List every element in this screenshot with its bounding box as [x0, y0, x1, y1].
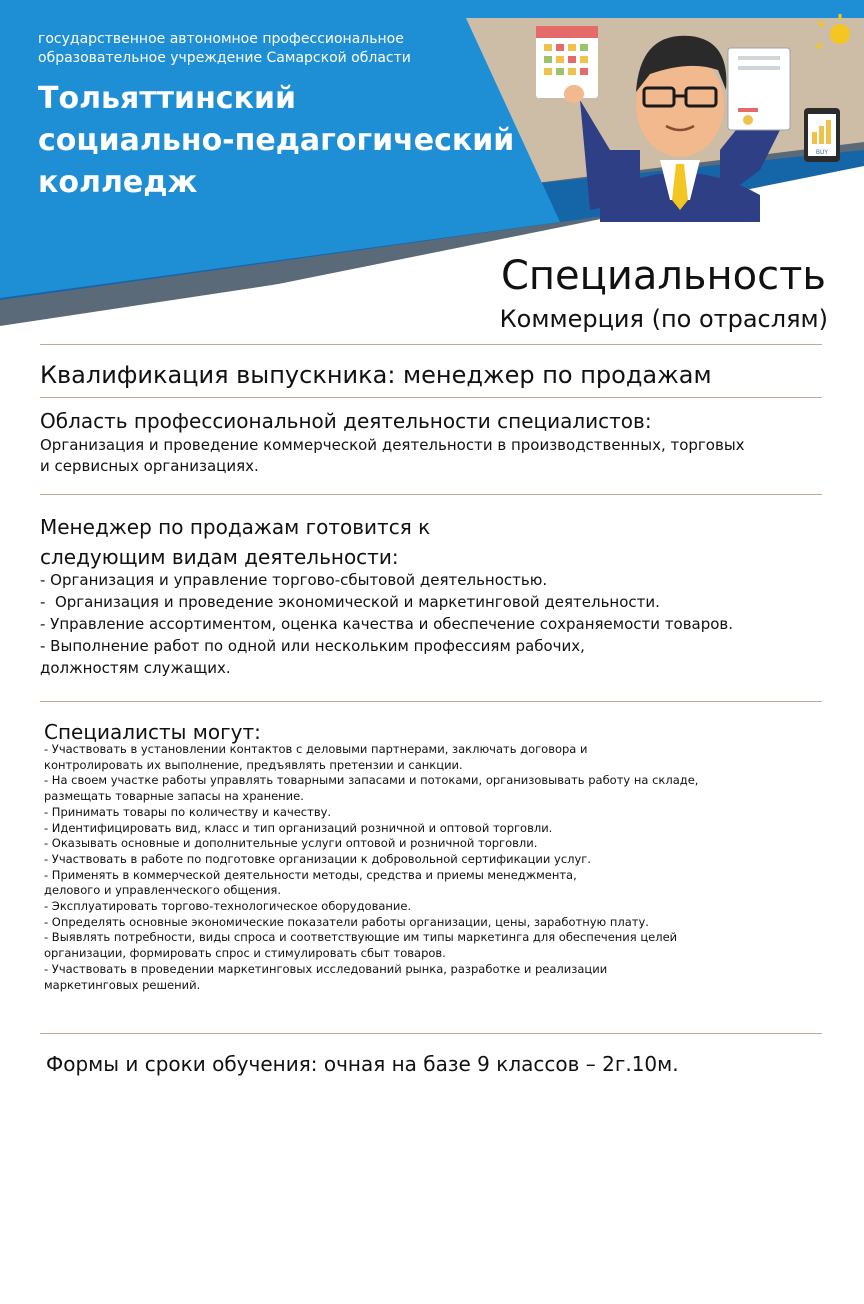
professional-area-line: Организация и проведение коммерческой деятельности в производственных, торговых	[40, 436, 745, 454]
activity-line: - Управление ассортиментом, оценка качества и обеспечение сохраняемости товаров.	[40, 615, 734, 633]
capabilities-list	[44, 742, 834, 993]
institution-subtitle	[38, 30, 478, 68]
capability-line: - Определять основные экономические показатели работы организации, цены, заработную плату.	[44, 914, 649, 929]
institution-name-line: колледж	[38, 165, 198, 200]
activity-line: - Организация и управление торгово-сбытовой деятельностью.	[40, 571, 548, 589]
phone-buy-label: BUY	[815, 149, 829, 156]
divider	[40, 701, 822, 702]
study-forms: Формы и сроки обучения: очная на базе 9 классов – 2г.10м.	[46, 1052, 679, 1076]
institution-subtitle-line: образовательное учреждение Самарской области	[38, 50, 411, 66]
smartphone-icon	[804, 108, 840, 162]
specialty-title: Специальность	[500, 253, 826, 299]
capabilities-title: Специалисты могут:	[44, 720, 261, 744]
professional-area-text	[40, 435, 840, 477]
qualification-heading: Квалификация выпускника: менеджер по продажам	[40, 361, 712, 389]
institution-subtitle-line: государственное автономное профессиональное	[38, 31, 404, 47]
divider	[40, 397, 822, 398]
professional-area-line: и сервисных организациях.	[40, 457, 259, 475]
activities-title-line: следующим видам деятельности:	[40, 545, 399, 569]
capability-line: контролировать их выполнение, предъявлять претензии и санкции.	[44, 757, 463, 772]
activities-title-line: Менеджер по продажам готовится к	[40, 515, 431, 539]
activity-line: - Выполнение работ по одной или нескольким профессиям рабочих,	[40, 637, 585, 655]
capability-line: маркетинговых решений.	[44, 977, 201, 992]
capability-line: организации, формировать спрос и стимулировать сбыт товаров.	[44, 946, 446, 961]
capability-line: делового и управленческого общения.	[44, 883, 281, 898]
divider	[40, 1033, 822, 1034]
activities-list	[40, 569, 840, 679]
capability-line: - Эксплуатировать торгово-технологическое оборудование.	[44, 899, 412, 914]
specialty-name: Коммерция (по отраслям)	[499, 305, 828, 333]
clipboard-icon	[728, 48, 790, 130]
institution-name-line: Тольяттинский	[38, 81, 296, 116]
institution-name-line: социально-педагогический	[38, 123, 515, 158]
professional-area-title: Область профессиональной деятельности специалистов:	[40, 409, 652, 433]
capability-line: размещать товарные запасы на хранение.	[44, 789, 304, 804]
activity-line: должностям служащих.	[40, 659, 231, 677]
capability-line: - Принимать товары по количеству и качеству.	[44, 804, 332, 819]
capability-line: - На своем участке работы управлять товарными запасами и потоками, организовывать работу на складе,	[44, 773, 699, 788]
activity-line: - Организация и проведение экономической и маркетинговой деятельности.	[40, 593, 660, 611]
capability-line: - Применять в коммерческой деятельности методы, средства и приемы менеджмента,	[44, 867, 577, 882]
capability-line: - Участвовать в установлении контактов с деловыми партнерами, заключать договора и	[44, 742, 588, 756]
capability-line: - Выявлять потребности, виды спроса и соответствующие им типы маркетинга для обеспечения целей	[44, 930, 678, 945]
capability-line: - Участвовать в работе по подготовке организации к добровольной сертификации услуг.	[44, 851, 592, 866]
capability-line: - Оказывать основные и дополнительные услуги оптовой и розничной торговли.	[44, 836, 538, 851]
divider	[40, 494, 822, 495]
activities-title	[40, 512, 540, 572]
institution-name	[38, 78, 558, 204]
capability-line: - Идентифицировать вид, класс и тип организаций розничной и оптовой торговли.	[44, 820, 553, 835]
capability-line: - Участвовать в проведении маркетинговых исследований рынка, разработке и реализации	[44, 961, 608, 976]
divider	[40, 344, 822, 345]
